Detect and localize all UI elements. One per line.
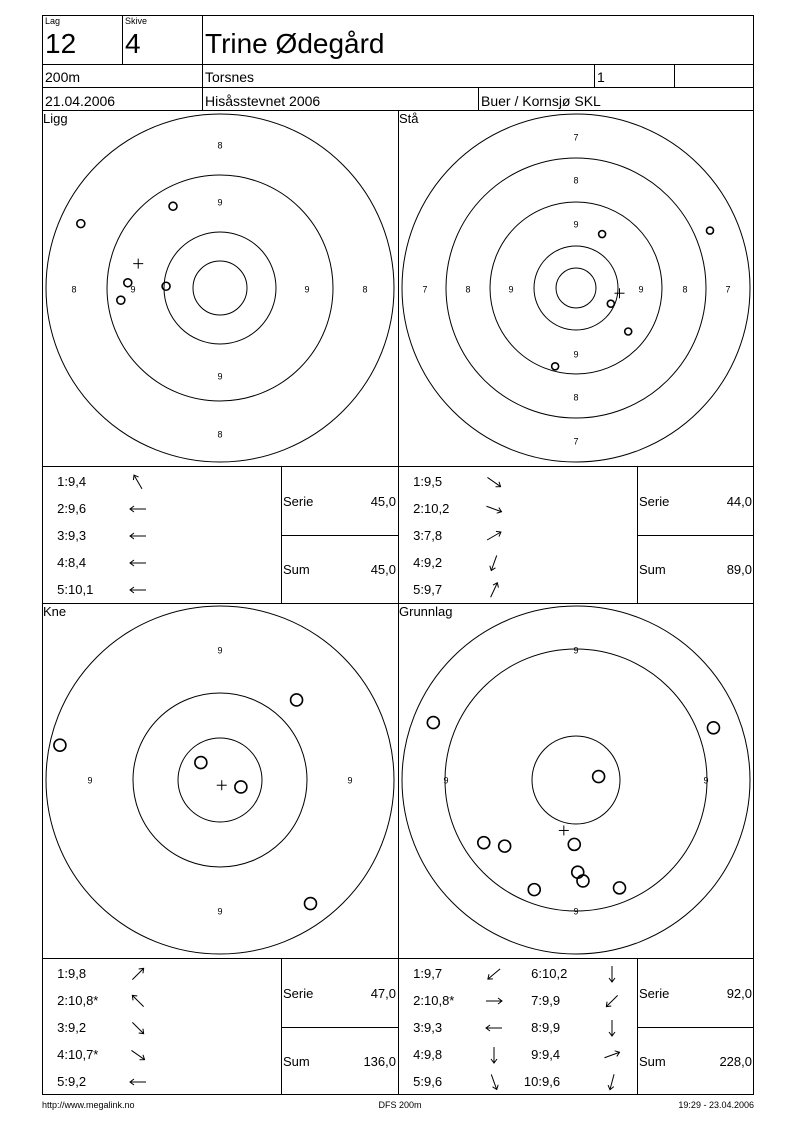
target-kne: [42, 603, 398, 958]
shot-score: 9,4: [68, 474, 87, 489]
shot-score: 9,2: [68, 1020, 87, 1035]
shot-hole: [568, 838, 580, 850]
shot-hole: [625, 328, 632, 335]
header-vline-lag: [122, 15, 123, 64]
header-vline-club: [478, 87, 479, 110]
ring-score-label: 8: [573, 392, 579, 403]
grunnlag-sum-value: 228,0: [719, 1054, 752, 1069]
shot-score: 9,2: [424, 555, 443, 570]
shot-number: 3:: [57, 528, 68, 543]
target-sta: [398, 110, 754, 466]
shot-hole: [117, 296, 125, 304]
direction-arrow-icon: [127, 1072, 149, 1092]
shot-score: 9,9: [542, 1020, 561, 1035]
shot-hole: [291, 694, 303, 706]
ring-score-label: 7: [422, 284, 428, 295]
direction-arrow-icon: [127, 553, 149, 573]
direction-arrow-icon: [483, 1018, 505, 1038]
direction-arrow-icon: [601, 1045, 623, 1065]
shot-number: 1:: [413, 966, 424, 981]
ring-score-label: 9: [304, 284, 310, 295]
shot-number: 6:: [531, 966, 542, 981]
ring-score-label: 9: [573, 349, 579, 360]
shot-number: 1:: [57, 966, 68, 981]
event-name: Hisåsstevnet 2006: [205, 93, 321, 109]
direction-arrow-icon: [483, 526, 505, 546]
shot-number: 3:: [57, 1020, 68, 1035]
kne-serie-sum-divider: [281, 1027, 398, 1028]
target-ring: [556, 268, 596, 308]
target-ring: [133, 693, 307, 867]
grunnlag-serie-sum-divider: [637, 1027, 754, 1028]
shot-hole: [124, 279, 132, 287]
footer-url[interactable]: http://www.megalink.no: [42, 1100, 135, 1110]
shot-hole: [593, 771, 605, 783]
target-ring: [46, 114, 394, 462]
section-label-kne: Kne: [43, 604, 67, 619]
sta-sum-label: Sum: [639, 562, 666, 577]
kne-sum-label: Sum: [283, 1054, 310, 1069]
ligg-serie-sum-divider: [281, 535, 398, 536]
shot-number: 4:: [413, 555, 424, 570]
direction-arrow-icon: [483, 1072, 505, 1092]
direction-arrow-icon: [483, 499, 505, 519]
shot-number: 10:: [523, 1074, 542, 1089]
shot-score: 7,8: [424, 528, 443, 543]
ring-score-label: 7: [573, 132, 579, 143]
shot-score: 10,8*: [68, 993, 99, 1008]
ring-score-label: 9: [638, 284, 644, 295]
sta-serie-label: Serie: [639, 494, 670, 509]
shot-score: 9,3: [68, 528, 87, 543]
shot-score: 9,8: [68, 966, 87, 981]
sta-serie-value: 44,0: [726, 494, 752, 509]
shot-score: 9,7: [424, 966, 443, 981]
section-label-ligg: Ligg: [43, 111, 68, 126]
ring-score-label: 9: [217, 371, 223, 382]
lag-value: 12: [45, 28, 77, 59]
footer-timestamp: 19:29 - 23.04.2006: [678, 1100, 754, 1110]
shot-hole: [54, 739, 66, 751]
shot-hole: [552, 363, 559, 370]
shot-score: 9,6: [68, 501, 87, 516]
skive-value: 4: [125, 28, 141, 59]
shot-hole: [599, 231, 606, 238]
ligg-serie-value: 45,0: [370, 494, 396, 509]
ring-score-label: 8: [217, 429, 223, 440]
ring-score-label: 9: [573, 906, 579, 917]
target-ring: [445, 649, 707, 911]
direction-arrow-icon: [483, 553, 505, 573]
shot-number: 2:: [57, 501, 68, 516]
shot-score: 9,5: [424, 474, 443, 489]
shot-number: 5:: [57, 1074, 68, 1089]
shot-hole: [169, 202, 177, 210]
direction-arrow-icon: [601, 1018, 623, 1038]
shot-score: 9,3: [424, 1020, 443, 1035]
ring-score-label: 7: [573, 436, 579, 447]
kne-score-vline: [281, 958, 282, 1095]
ring-score-label: 9: [87, 775, 93, 786]
ring-score-label: 8: [682, 284, 688, 295]
ligg-sum-value: 45,0: [370, 562, 396, 577]
shot-hole: [195, 757, 207, 769]
shot-hole: [478, 837, 490, 849]
ring-score-label: 9: [130, 284, 136, 295]
target-ring: [532, 736, 620, 824]
grunnlag-serie-label: Serie: [639, 986, 670, 1001]
round-number: 1: [597, 69, 605, 85]
shot-number: 3:: [413, 528, 424, 543]
ring-score-label: 8: [71, 284, 77, 295]
target-ring: [402, 606, 750, 954]
ring-score-label: 9: [347, 775, 353, 786]
shooter-name: Trine Ødegård: [205, 28, 385, 59]
shot-hole: [528, 884, 540, 896]
header-divider-2: [42, 87, 754, 88]
header-vline-round: [594, 64, 595, 87]
target-ring: [446, 158, 706, 418]
shot-score: 9,6: [424, 1074, 443, 1089]
shot-number: 4:: [413, 1047, 424, 1062]
grunnlag-serie-value: 92,0: [726, 986, 752, 1001]
grunnlag-score-vline: [637, 958, 638, 1095]
shot-number: 2:: [57, 993, 68, 1008]
ring-score-label: 8: [362, 284, 368, 295]
direction-arrow-icon: [127, 964, 149, 984]
ring-score-label: 8: [573, 175, 579, 186]
ligg-sum-label: Sum: [283, 562, 310, 577]
mean-point-cross: [133, 259, 143, 269]
skive-label: Skive: [125, 16, 148, 26]
direction-arrow-icon: [483, 1045, 505, 1065]
ring-score-label: 8: [217, 140, 223, 151]
direction-arrow-icon: [483, 991, 505, 1011]
shot-hole: [77, 220, 85, 228]
direction-arrow-icon: [601, 991, 623, 1011]
shot-hole: [235, 781, 247, 793]
header-vline-main: [202, 15, 203, 110]
shot-number: 1:: [413, 474, 424, 489]
shot-hole: [427, 717, 439, 729]
ring-score-label: 9: [217, 645, 223, 656]
direction-arrow-icon: [127, 1018, 149, 1038]
shot-hole: [707, 722, 719, 734]
direction-arrow-icon: [127, 1045, 149, 1065]
lag-label: Lag: [45, 16, 61, 26]
event-date: 21.04.2006: [45, 93, 116, 109]
shot-number: 1:: [57, 474, 68, 489]
ligg-score-vline: [281, 466, 282, 603]
shot-score: 9,9: [542, 993, 561, 1008]
shot-hole: [499, 840, 511, 852]
kne-sum-value: 136,0: [363, 1054, 396, 1069]
bottom-target-bottom-line: [42, 958, 754, 959]
direction-arrow-icon: [483, 472, 505, 492]
direction-arrow-icon: [601, 964, 623, 984]
target-ring: [107, 175, 333, 401]
ring-score-label: 9: [443, 775, 449, 786]
target-ring: [534, 246, 618, 330]
direction-arrow-icon: [127, 526, 149, 546]
shot-hole: [706, 227, 713, 234]
target-ring: [193, 261, 247, 315]
shot-score: 10,8*: [424, 993, 455, 1008]
shot-number: 3:: [413, 1020, 424, 1035]
ring-score-label: 9: [703, 775, 709, 786]
shot-hole: [614, 882, 626, 894]
ring-score-label: 9: [508, 284, 514, 295]
direction-arrow-icon: [601, 1072, 623, 1092]
shot-score: 9,4: [542, 1047, 561, 1062]
shot-hole: [162, 282, 170, 290]
shot-hole: [304, 898, 316, 910]
mean-point-cross: [559, 825, 569, 835]
distance: 200m: [45, 69, 81, 85]
target-grunnlag: [398, 603, 754, 958]
target-ring: [402, 114, 750, 462]
sta-serie-sum-divider: [637, 535, 754, 536]
shot-score: 10,2: [542, 966, 568, 981]
shot-number: 9:: [531, 1047, 542, 1062]
shot-score: 8,4: [68, 555, 87, 570]
place: Torsnes: [205, 69, 255, 85]
kne-serie-value: 47,0: [370, 986, 396, 1001]
grunnlag-sum-label: Sum: [639, 1054, 666, 1069]
ring-score-label: 9: [217, 906, 223, 917]
shot-number: 5:: [57, 582, 68, 597]
ring-score-label: 9: [573, 645, 579, 656]
shot-hole: [577, 875, 589, 887]
direction-arrow-icon: [127, 499, 149, 519]
direction-arrow-icon: [483, 580, 505, 600]
shot-number: 2:: [413, 993, 424, 1008]
mean-point-cross: [217, 780, 227, 790]
shot-score: 9,6: [542, 1074, 561, 1089]
direction-arrow-icon: [483, 964, 505, 984]
kne-serie-label: Serie: [283, 986, 314, 1001]
sta-sum-value: 89,0: [726, 562, 752, 577]
direction-arrow-icon: [127, 472, 149, 492]
shot-hole: [572, 866, 584, 878]
shot-number: 2:: [413, 501, 424, 516]
shot-score: 10,1: [68, 582, 94, 597]
direction-arrow-icon: [127, 991, 149, 1011]
footer-program: DFS 200m: [378, 1100, 422, 1110]
section-label-sta: Stå: [399, 111, 419, 126]
shot-hole: [607, 300, 614, 307]
shot-number: 8:: [531, 1020, 542, 1035]
mean-point-cross: [615, 288, 625, 298]
target-ligg: [42, 110, 398, 466]
shot-score: 9,8: [424, 1047, 443, 1062]
shot-number: 5:: [413, 582, 424, 597]
target-ring: [164, 232, 276, 344]
sta-score-vline: [637, 466, 638, 603]
top-target-bottom-line: [42, 466, 754, 467]
shot-number: 7:: [531, 993, 542, 1008]
shot-score: 10,7*: [68, 1047, 99, 1062]
shot-number: 4:: [57, 1047, 68, 1062]
shot-score: 9,2: [68, 1074, 87, 1089]
ligg-serie-label: Serie: [283, 494, 314, 509]
ring-score-label: 8: [465, 284, 471, 295]
target-ring: [178, 738, 262, 822]
ring-score-label: 9: [217, 197, 223, 208]
shot-number: 5:: [413, 1074, 424, 1089]
ring-score-label: 9: [573, 219, 579, 230]
shot-score: 10,2: [424, 501, 450, 516]
header-vline-extra: [674, 64, 675, 87]
target-ring: [46, 606, 394, 954]
club-name: Buer / Kornsjø SKL: [481, 93, 601, 109]
shot-score: 9,7: [424, 582, 443, 597]
ring-score-label: 7: [725, 284, 731, 295]
header-divider-1: [42, 64, 754, 65]
shot-number: 4:: [57, 555, 68, 570]
section-label-grunnlag: Grunnlag: [399, 604, 453, 619]
direction-arrow-icon: [127, 580, 149, 600]
